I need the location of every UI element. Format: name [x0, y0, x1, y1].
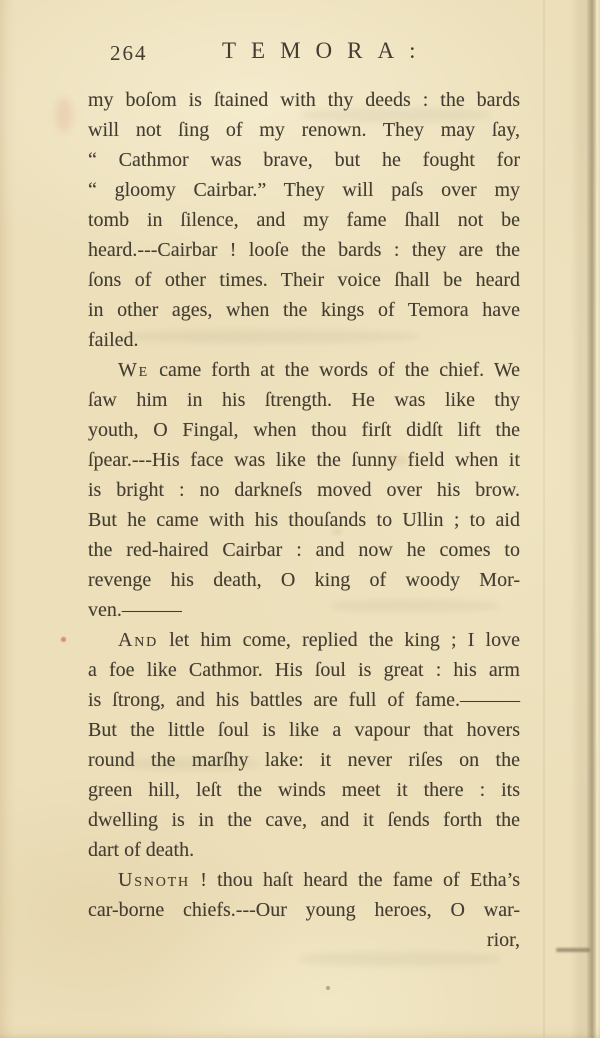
page-header [88, 38, 520, 70]
text-line: a foe like Cathmor. His ſoul is great : his arm [88, 659, 520, 681]
text-line: car-borne chiefs.---Our young heroes, O war- [88, 899, 520, 921]
page-edge-right [570, 0, 600, 1038]
text-line: is ſtrong, and his battles are full of fame.——— [88, 689, 520, 711]
text-line: ſons of other times. Their voice ſhall be heard [88, 269, 520, 291]
text-line: Usnoth ! thou haſt heard the fame of Etha’s [118, 869, 520, 891]
text-line: We came forth at the words of the chief. We [118, 359, 520, 381]
paper-stain [61, 637, 66, 642]
text-line: ſpear.---His face was like the ſunny field when it [88, 449, 520, 471]
page-crease [543, 0, 545, 1038]
paper-stain [56, 98, 72, 132]
text-line: And let him come, replied the king ; I love [118, 629, 520, 651]
text-line: dart of death. [88, 839, 195, 861]
text-line: in other ages, when the kings of Temora have [88, 299, 520, 321]
text-line: my boſom is ſtained with thy deeds : the bards [88, 89, 520, 111]
page-edge-bottom [0, 1024, 600, 1038]
text-line: But the little ſoul is like a vapour that hovers [88, 719, 520, 741]
text-line: tomb in ſilence, and my fame ſhall not be [88, 209, 520, 231]
text-line: green hill, leſt the winds meet it there : its [88, 779, 520, 801]
text-line: youth, O Fingal, when thou firſt didſt lift the [88, 419, 520, 441]
text-line: the red-haired Cairbar : and now he comes to [88, 539, 520, 561]
text-line: heard.---Cairbar ! looſe the bards : they are the [88, 239, 520, 261]
paper-stain [326, 986, 330, 990]
text-line: failed. [88, 329, 139, 351]
text-line: revenge his death, O king of woody Mor- [88, 569, 520, 591]
text-line: round the marſhy lake: it never riſes on the [88, 749, 520, 771]
text-line: dwelling is in the cave, and it ſends forth the [88, 809, 520, 831]
text-line: ſaw him in his ſtrength. He was like thy [88, 389, 520, 411]
catchword: rior, [486, 929, 520, 951]
text-line: is bright : no darkneſs moved over his brow. [88, 479, 520, 501]
text-line: But he came with his thouſands to Ullin ; to aid [88, 509, 520, 531]
text-line: “ gloomy Cairbar.” They will paſs over my [88, 179, 520, 201]
text-block [88, 85, 520, 925]
running-title: TEMORA: [222, 38, 431, 63]
page-number: 264 [110, 41, 148, 65]
text-line: ven.——— [88, 599, 182, 621]
text-line: “ Cathmor was brave, but he fought for [88, 149, 520, 171]
text-line: will not ſing of my renown. They may ſay, [88, 119, 520, 141]
